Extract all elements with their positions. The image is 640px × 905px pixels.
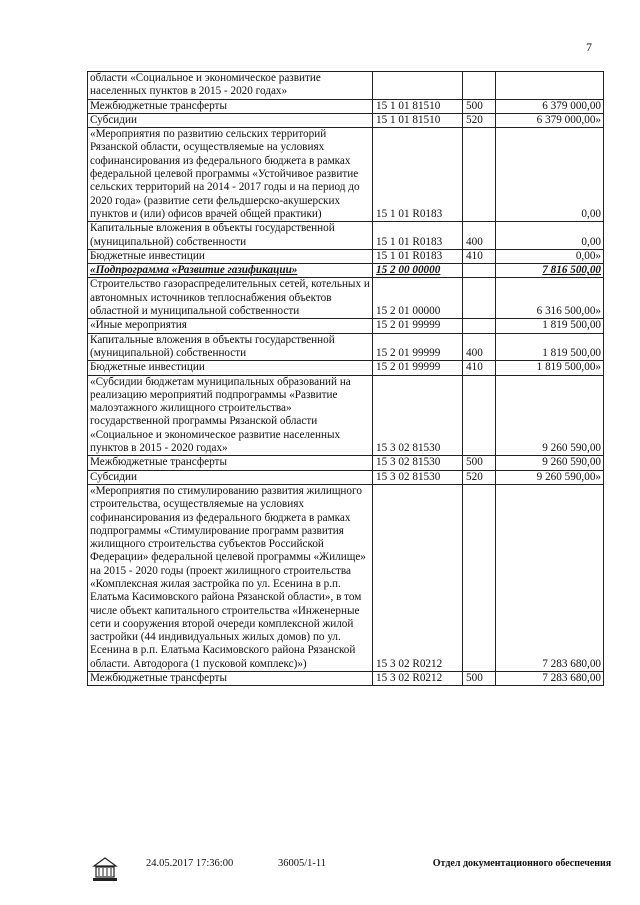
row-name-cell: «Иные мероприятия — [88, 319, 373, 333]
row-amount-cell: 7 283 680,00 — [496, 672, 604, 686]
row-name-cell: Межбюджетные трансферты — [88, 456, 373, 470]
row-code-cell: 15 2 00 00000 — [373, 264, 463, 278]
row-code-cell: 15 3 02 R0212 — [373, 484, 463, 671]
row-type-cell — [463, 264, 496, 278]
row-name-cell: «Подпрограмма «Развитие газификации» — [88, 264, 373, 278]
table-row — [88, 333, 604, 361]
row-code-cell: 15 3 02 81530 — [373, 470, 463, 484]
table-row — [88, 361, 604, 375]
duma-logo — [89, 855, 121, 889]
row-code-cell: 15 1 01 81510 — [373, 99, 463, 113]
row-name-cell: «Мероприятия по развитию сельских территорий Рязанской области, осуществляемые на условиях софинансирования из федерального бюджета в рамках федеральной целевой программы «Устойчивое развитие сельских территорий на 2014 - 2017 годы и на период до 2020 года» (развитие сети фельдшерско-акушерских пунктов и (или) офисов врачей общей практики) — [88, 128, 373, 222]
row-type-cell: 500 — [463, 456, 496, 470]
row-name-cell: Бюджетные инвестиции — [88, 249, 373, 263]
row-type-cell: 520 — [463, 113, 496, 127]
row-name-cell: Капитальные вложения в объекты государственной (муниципальной) собственности — [88, 333, 373, 361]
row-type-cell — [463, 484, 496, 671]
table-row — [88, 222, 604, 250]
table-row — [88, 319, 604, 333]
row-amount-cell: 9 260 590,00 — [496, 375, 604, 456]
row-amount-cell: 9 260 590,00» — [496, 470, 604, 484]
table-row — [88, 278, 604, 319]
row-code-cell: 15 1 01 R0183 — [373, 222, 463, 250]
row-type-cell: 400 — [463, 222, 496, 250]
row-amount-cell: 9 260 590,00 — [496, 456, 604, 470]
row-name-cell: Межбюджетные трансферты — [88, 672, 373, 686]
row-name-cell: Субсидии — [88, 470, 373, 484]
row-name-cell: Капитальные вложения в объекты государственной (муниципальной) собственности — [88, 222, 373, 250]
budget-table — [87, 71, 604, 686]
row-type-cell: 500 — [463, 99, 496, 113]
row-amount-cell: 7 816 500,00 — [496, 264, 604, 278]
row-code-cell: 15 2 01 99999 — [373, 319, 463, 333]
table-row — [88, 99, 604, 113]
row-type-cell — [463, 278, 496, 319]
page-number: 7 — [586, 40, 592, 54]
row-amount-cell: 0,00 — [496, 222, 604, 250]
row-type-cell: 500 — [463, 672, 496, 686]
footer-doc-number: 36005/1-11 — [278, 858, 327, 869]
row-type-cell: 400 — [463, 333, 496, 361]
row-type-cell — [463, 319, 496, 333]
row-code-cell: 15 2 01 99999 — [373, 333, 463, 361]
footer-timestamp: 24.05.2017 17:36:00 — [146, 858, 234, 869]
row-type-cell — [463, 128, 496, 222]
table-row — [88, 72, 604, 100]
row-amount-cell — [496, 72, 604, 100]
row-code-cell: 15 3 02 81530 — [373, 375, 463, 456]
row-code-cell: 15 1 01 R0183 — [373, 249, 463, 263]
table-row — [88, 249, 604, 263]
row-code-cell: 15 1 01 81510 — [373, 113, 463, 127]
row-code-cell: 15 2 01 00000 — [373, 278, 463, 319]
table-row — [88, 484, 604, 671]
table-row — [88, 470, 604, 484]
row-amount-cell: 1 819 500,00 — [496, 333, 604, 361]
table-row — [88, 672, 604, 686]
row-name-cell: Строительство газораспределительных сетей, котельных и автономных источников теплоснабжения объектов областной и муниципальной собственности — [88, 278, 373, 319]
row-amount-cell: 1 819 500,00 — [496, 319, 604, 333]
row-name-cell: «Мероприятия по стимулированию развития жилищного строительства, осуществляемые на условиях софинансирования из федерального бюджета в рамках подпрограммы «Стимулирование программ развития жилищного строительства субъектов Российской Федерации» федеральной целевой программы «Жилище» на 2015 - 2020 годы (проект жилищного строительства «Комплексная жилая застройка по ул. Есенина в р.п. Елатьма Касимовского района Рязанской области», в том числе объект капитального строительства «Инженерные сети и сооружения второй очереди комплексной жилой застройки (44 индивидуальных жилых домов) по ул. Есенина в р.п. Елатьма Касимовского района Рязанской области. Автодорога (1 пусковой комплекс)») — [88, 484, 373, 671]
row-name-cell: Бюджетные инвестиции — [88, 361, 373, 375]
row-amount-cell: 1 819 500,00» — [496, 361, 604, 375]
row-amount-cell: 0,00» — [496, 249, 604, 263]
table-row — [88, 264, 604, 278]
row-name-cell: области «Социальное и экономическое развитие населенных пунктов в 2015 - 2020 годах» — [88, 72, 373, 100]
row-type-cell: 410 — [463, 249, 496, 263]
table-row — [88, 456, 604, 470]
row-name-cell: Субсидии — [88, 113, 373, 127]
row-name-cell: «Субсидии бюджетам муниципальных образований на реализацию мероприятий подпрограммы «Развитие малоэтажного жилищного строительства» государственной программы Рязанской области «Социальное и экономическое развитие населенных пунктов в 2015 - 2020 годах» — [88, 375, 373, 456]
row-type-cell — [463, 375, 496, 456]
row-type-cell: 520 — [463, 470, 496, 484]
row-code-cell: 15 3 02 R0212 — [373, 672, 463, 686]
row-amount-cell: 6 379 000,00 — [496, 99, 604, 113]
footer-department: Отдел документационного обеспечения — [432, 858, 612, 869]
row-code-cell: 15 1 01 R0183 — [373, 128, 463, 222]
row-code-cell — [373, 72, 463, 100]
table-row — [88, 375, 604, 456]
row-amount-cell: 6 316 500,00» — [496, 278, 604, 319]
row-type-cell: 410 — [463, 361, 496, 375]
row-amount-cell: 0,00 — [496, 128, 604, 222]
table-row — [88, 128, 604, 222]
row-code-cell: 15 2 01 99999 — [373, 361, 463, 375]
row-name-cell: Межбюджетные трансферты — [88, 99, 373, 113]
row-amount-cell: 7 283 680,00 — [496, 484, 604, 671]
row-code-cell: 15 3 02 81530 — [373, 456, 463, 470]
table-row — [88, 113, 604, 127]
row-type-cell — [463, 72, 496, 100]
row-amount-cell: 6 379 000,00» — [496, 113, 604, 127]
